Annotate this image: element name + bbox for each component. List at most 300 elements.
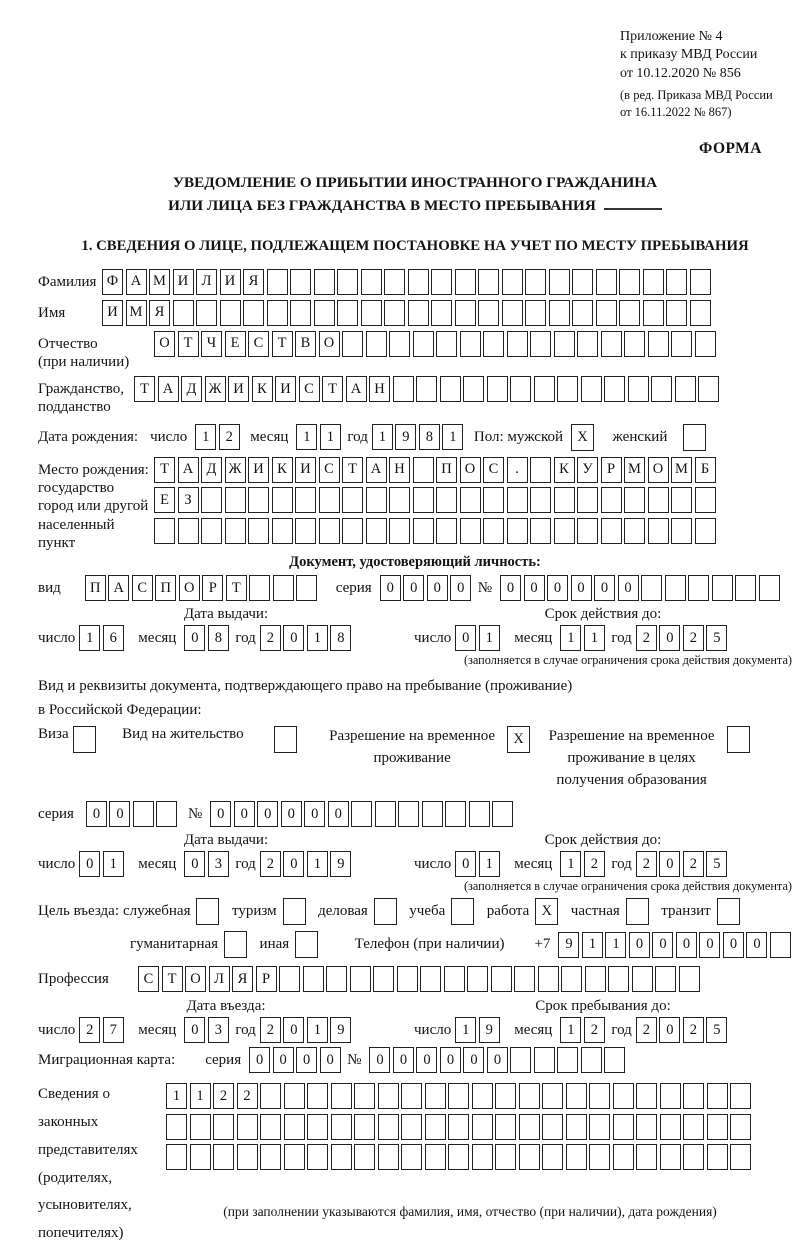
char-cell[interactable]: С [319,457,340,483]
char-cell[interactable] [712,575,733,601]
char-cell[interactable] [519,1114,540,1140]
char-cell[interactable] [378,1083,399,1109]
purpose-option-checkbox[interactable] [283,898,306,925]
char-cell[interactable] [759,575,780,601]
char-cell[interactable] [542,1083,563,1109]
char-cell[interactable]: Ф [102,269,123,295]
purpose-option-checkbox[interactable] [295,931,318,958]
char-cell[interactable] [636,1083,657,1109]
char-cell[interactable] [225,487,246,513]
char-cell[interactable]: И [248,457,269,483]
char-cell[interactable] [492,801,513,827]
char-cell[interactable] [416,376,437,402]
char-cell[interactable]: Д [181,376,202,402]
char-cell[interactable]: 1 [195,424,216,450]
char-cell[interactable]: 6 [103,625,124,651]
purpose-option-checkbox[interactable] [451,898,474,925]
char-cell[interactable] [604,376,625,402]
char-cell[interactable] [445,801,466,827]
char-cell[interactable] [436,331,457,357]
char-cell[interactable] [303,966,324,992]
char-cell[interactable] [284,1114,305,1140]
char-cell[interactable] [273,575,294,601]
char-cell[interactable] [267,300,288,326]
char-cell[interactable] [295,518,316,544]
char-cell[interactable] [272,518,293,544]
char-cell[interactable] [671,518,692,544]
char-cell[interactable] [408,269,429,295]
char-cell[interactable] [534,376,555,402]
char-cell[interactable] [190,1144,211,1170]
char-cell[interactable]: 1 [79,625,100,651]
char-cell[interactable] [173,300,194,326]
char-cell[interactable] [307,1144,328,1170]
char-cell[interactable] [463,376,484,402]
char-cell[interactable]: Н [369,376,390,402]
char-cell[interactable]: Ч [201,331,222,357]
char-cell[interactable] [636,1144,657,1170]
char-cell[interactable] [572,300,593,326]
char-cell[interactable] [487,376,508,402]
char-cell[interactable] [665,575,686,601]
char-cell[interactable] [389,331,410,357]
temp-permit-edu-checkbox[interactable] [727,726,750,753]
char-cell[interactable] [641,575,662,601]
char-cell[interactable] [166,1114,187,1140]
char-cell[interactable] [577,518,598,544]
char-cell[interactable]: 9 [479,1017,500,1043]
char-cell[interactable]: У [577,457,598,483]
char-cell[interactable]: 8 [419,424,440,450]
char-cell[interactable]: 2 [584,1017,605,1043]
char-cell[interactable]: 9 [330,851,351,877]
char-cell[interactable]: 0 [463,1047,484,1073]
char-cell[interactable] [156,801,177,827]
char-cell[interactable]: 0 [427,575,448,601]
char-cell[interactable]: 1 [584,625,605,651]
char-cell[interactable]: 0 [524,575,545,601]
char-cell[interactable] [519,1083,540,1109]
char-cell[interactable]: Т [162,966,183,992]
char-cell[interactable] [190,1114,211,1140]
char-cell[interactable]: С [248,331,269,357]
char-cell[interactable] [393,376,414,402]
char-cell[interactable]: 1 [582,932,603,958]
char-cell[interactable]: 0 [283,1017,304,1043]
char-cell[interactable]: 1 [190,1083,211,1109]
char-cell[interactable]: 0 [547,575,568,601]
purpose-option-checkbox[interactable]: X [535,898,558,925]
char-cell[interactable]: 1 [307,851,328,877]
char-cell[interactable]: Ж [205,376,226,402]
char-cell[interactable]: С [483,457,504,483]
char-cell[interactable]: 1 [442,424,463,450]
char-cell[interactable]: М [624,457,645,483]
char-cell[interactable] [566,1114,587,1140]
char-cell[interactable] [378,1114,399,1140]
char-cell[interactable]: 0 [455,851,476,877]
char-cell[interactable] [342,487,363,513]
char-cell[interactable] [648,518,669,544]
char-cell[interactable] [683,1083,704,1109]
char-cell[interactable]: 0 [79,851,100,877]
char-cell[interactable] [549,300,570,326]
char-cell[interactable]: 0 [500,575,521,601]
char-cell[interactable] [554,331,575,357]
char-cell[interactable]: Л [209,966,230,992]
char-cell[interactable]: А [126,269,147,295]
char-cell[interactable]: 0 [594,575,615,601]
char-cell[interactable] [478,300,499,326]
char-cell[interactable]: 0 [416,1047,437,1073]
char-cell[interactable] [589,1083,610,1109]
char-cell[interactable] [707,1083,728,1109]
char-cell[interactable]: И [173,269,194,295]
char-cell[interactable] [213,1144,234,1170]
char-cell[interactable]: 0 [699,932,720,958]
char-cell[interactable] [467,966,488,992]
char-cell[interactable] [483,487,504,513]
char-cell[interactable]: 0 [249,1047,270,1073]
char-cell[interactable]: С [299,376,320,402]
char-cell[interactable]: 0 [184,1017,205,1043]
char-cell[interactable] [354,1144,375,1170]
char-cell[interactable]: А [366,457,387,483]
char-cell[interactable] [319,487,340,513]
char-cell[interactable] [460,518,481,544]
char-cell[interactable] [295,487,316,513]
char-cell[interactable]: 2 [636,625,657,651]
char-cell[interactable] [572,269,593,295]
char-cell[interactable] [554,518,575,544]
char-cell[interactable] [350,966,371,992]
char-cell[interactable]: П [85,575,106,601]
char-cell[interactable]: 0 [440,1047,461,1073]
char-cell[interactable] [440,376,461,402]
char-cell[interactable]: 0 [296,1047,317,1073]
char-cell[interactable] [284,1083,305,1109]
char-cell[interactable] [643,300,664,326]
char-cell[interactable] [319,518,340,544]
char-cell[interactable]: 1 [372,424,393,450]
char-cell[interactable]: 0 [273,1047,294,1073]
char-cell[interactable] [331,1114,352,1140]
char-cell[interactable] [613,1083,634,1109]
char-cell[interactable] [683,1114,704,1140]
char-cell[interactable] [530,487,551,513]
purpose-option-checkbox[interactable] [717,898,740,925]
char-cell[interactable]: Т [322,376,343,402]
char-cell[interactable]: 0 [257,801,278,827]
char-cell[interactable] [519,1144,540,1170]
char-cell[interactable] [389,518,410,544]
char-cell[interactable]: . [507,457,528,483]
char-cell[interactable]: 1 [166,1083,187,1109]
char-cell[interactable] [581,1047,602,1073]
char-cell[interactable]: 2 [683,1017,704,1043]
char-cell[interactable]: М [149,269,170,295]
char-cell[interactable]: Н [389,457,410,483]
char-cell[interactable]: 9 [395,424,416,450]
char-cell[interactable]: 9 [330,1017,351,1043]
char-cell[interactable] [444,966,465,992]
char-cell[interactable]: О [154,331,175,357]
char-cell[interactable]: 5 [706,625,727,651]
char-cell[interactable] [619,269,640,295]
char-cell[interactable] [248,518,269,544]
char-cell[interactable] [514,966,535,992]
char-cell[interactable] [596,269,617,295]
char-cell[interactable] [237,1144,258,1170]
char-cell[interactable] [472,1083,493,1109]
char-cell[interactable] [384,269,405,295]
char-cell[interactable] [243,300,264,326]
char-cell[interactable]: Т [226,575,247,601]
char-cell[interactable]: 3 [208,851,229,877]
char-cell[interactable]: 0 [659,625,680,651]
char-cell[interactable]: Я [243,269,264,295]
char-cell[interactable] [398,801,419,827]
char-cell[interactable]: 2 [636,851,657,877]
char-cell[interactable]: К [252,376,273,402]
char-cell[interactable] [507,487,528,513]
visa-checkbox[interactable] [73,726,96,753]
char-cell[interactable]: 1 [560,1017,581,1043]
char-cell[interactable] [601,331,622,357]
char-cell[interactable]: 2 [584,851,605,877]
char-cell[interactable] [534,1047,555,1073]
char-cell[interactable]: О [460,457,481,483]
char-cell[interactable] [636,1114,657,1140]
char-cell[interactable]: А [108,575,129,601]
char-cell[interactable] [448,1083,469,1109]
char-cell[interactable] [384,300,405,326]
char-cell[interactable] [632,966,653,992]
char-cell[interactable] [272,487,293,513]
char-cell[interactable] [530,331,551,357]
char-cell[interactable]: И [295,457,316,483]
char-cell[interactable]: К [554,457,575,483]
char-cell[interactable]: 1 [479,851,500,877]
char-cell[interactable]: 0 [283,625,304,651]
char-cell[interactable]: 2 [636,1017,657,1043]
char-cell[interactable]: 5 [706,851,727,877]
char-cell[interactable] [290,300,311,326]
char-cell[interactable]: 0 [403,575,424,601]
char-cell[interactable] [133,801,154,827]
char-cell[interactable] [389,487,410,513]
char-cell[interactable] [422,801,443,827]
char-cell[interactable] [431,300,452,326]
char-cell[interactable] [624,518,645,544]
char-cell[interactable]: 9 [558,932,579,958]
char-cell[interactable] [342,518,363,544]
char-cell[interactable]: 0 [723,932,744,958]
char-cell[interactable]: 0 [283,851,304,877]
char-cell[interactable] [425,1083,446,1109]
char-cell[interactable] [296,575,317,601]
char-cell[interactable]: А [346,376,367,402]
char-cell[interactable]: Б [695,457,716,483]
char-cell[interactable] [201,518,222,544]
char-cell[interactable] [237,1114,258,1140]
char-cell[interactable] [502,300,523,326]
char-cell[interactable] [225,518,246,544]
char-cell[interactable] [525,269,546,295]
char-cell[interactable]: Т [272,331,293,357]
char-cell[interactable] [248,487,269,513]
char-cell[interactable] [624,331,645,357]
char-cell[interactable] [683,1144,704,1170]
char-cell[interactable]: О [319,331,340,357]
char-cell[interactable] [307,1114,328,1140]
char-cell[interactable] [401,1144,422,1170]
char-cell[interactable] [557,1047,578,1073]
char-cell[interactable] [666,300,687,326]
char-cell[interactable]: Л [196,269,217,295]
char-cell[interactable]: 7 [103,1017,124,1043]
char-cell[interactable]: Т [178,331,199,357]
char-cell[interactable]: 0 [487,1047,508,1073]
char-cell[interactable] [495,1083,516,1109]
char-cell[interactable] [351,801,372,827]
char-cell[interactable]: 2 [237,1083,258,1109]
char-cell[interactable]: 0 [328,801,349,827]
char-cell[interactable]: Ж [225,457,246,483]
char-cell[interactable]: К [272,457,293,483]
char-cell[interactable] [585,966,606,992]
char-cell[interactable] [660,1144,681,1170]
char-cell[interactable]: 1 [455,1017,476,1043]
char-cell[interactable] [679,966,700,992]
char-cell[interactable]: 0 [281,801,302,827]
char-cell[interactable]: 0 [210,801,231,827]
char-cell[interactable]: 2 [683,625,704,651]
char-cell[interactable] [557,376,578,402]
char-cell[interactable]: 0 [629,932,650,958]
temp-permit-checkbox[interactable]: X [507,726,530,753]
char-cell[interactable] [675,376,696,402]
char-cell[interactable] [507,518,528,544]
char-cell[interactable] [648,487,669,513]
char-cell[interactable]: 0 [455,625,476,651]
char-cell[interactable] [378,1144,399,1170]
char-cell[interactable]: Р [601,457,622,483]
char-cell[interactable] [483,331,504,357]
char-cell[interactable]: 2 [260,851,281,877]
char-cell[interactable]: 0 [380,575,401,601]
char-cell[interactable] [566,1144,587,1170]
char-cell[interactable]: О [185,966,206,992]
char-cell[interactable] [695,518,716,544]
char-cell[interactable] [628,376,649,402]
char-cell[interactable] [425,1114,446,1140]
char-cell[interactable] [284,1144,305,1170]
char-cell[interactable] [220,300,241,326]
char-cell[interactable] [530,518,551,544]
char-cell[interactable] [604,1047,625,1073]
char-cell[interactable] [290,269,311,295]
char-cell[interactable] [307,1083,328,1109]
char-cell[interactable] [589,1144,610,1170]
char-cell[interactable] [326,966,347,992]
char-cell[interactable]: М [671,457,692,483]
char-cell[interactable] [178,518,199,544]
char-cell[interactable] [331,1144,352,1170]
char-cell[interactable] [469,801,490,827]
char-cell[interactable]: 1 [296,424,317,450]
char-cell[interactable]: А [158,376,179,402]
char-cell[interactable] [314,269,335,295]
char-cell[interactable] [707,1114,728,1140]
char-cell[interactable] [530,457,551,483]
char-cell[interactable] [566,1083,587,1109]
char-cell[interactable] [196,300,217,326]
char-cell[interactable]: В [295,331,316,357]
char-cell[interactable] [413,518,434,544]
char-cell[interactable]: 0 [571,575,592,601]
char-cell[interactable]: 0 [450,575,471,601]
char-cell[interactable] [613,1114,634,1140]
char-cell[interactable]: О [179,575,200,601]
char-cell[interactable]: И [275,376,296,402]
char-cell[interactable] [596,300,617,326]
char-cell[interactable]: 1 [103,851,124,877]
char-cell[interactable]: 0 [184,851,205,877]
char-cell[interactable] [260,1114,281,1140]
char-cell[interactable] [542,1114,563,1140]
char-cell[interactable] [655,966,676,992]
char-cell[interactable] [267,269,288,295]
char-cell[interactable] [260,1083,281,1109]
char-cell[interactable]: 2 [683,851,704,877]
char-cell[interactable] [342,331,363,357]
char-cell[interactable]: 0 [676,932,697,958]
char-cell[interactable] [491,966,512,992]
char-cell[interactable] [690,300,711,326]
char-cell[interactable]: А [178,457,199,483]
char-cell[interactable] [690,269,711,295]
char-cell[interactable] [448,1144,469,1170]
char-cell[interactable]: Я [149,300,170,326]
char-cell[interactable]: 0 [86,801,107,827]
char-cell[interactable] [436,518,457,544]
char-cell[interactable] [510,376,531,402]
char-cell[interactable] [549,269,570,295]
char-cell[interactable] [154,518,175,544]
char-cell[interactable] [331,1083,352,1109]
char-cell[interactable] [554,487,575,513]
char-cell[interactable] [643,269,664,295]
char-cell[interactable] [601,487,622,513]
char-cell[interactable]: С [138,966,159,992]
char-cell[interactable] [249,575,270,601]
char-cell[interactable] [730,1144,751,1170]
char-cell[interactable]: Е [225,331,246,357]
char-cell[interactable] [373,966,394,992]
char-cell[interactable] [472,1144,493,1170]
char-cell[interactable]: 0 [109,801,130,827]
char-cell[interactable]: И [102,300,123,326]
char-cell[interactable] [561,966,582,992]
char-cell[interactable]: 1 [479,625,500,651]
char-cell[interactable] [366,518,387,544]
char-cell[interactable]: 0 [369,1047,390,1073]
char-cell[interactable] [401,1114,422,1140]
char-cell[interactable]: И [220,269,241,295]
char-cell[interactable]: Я [232,966,253,992]
char-cell[interactable]: 1 [320,424,341,450]
